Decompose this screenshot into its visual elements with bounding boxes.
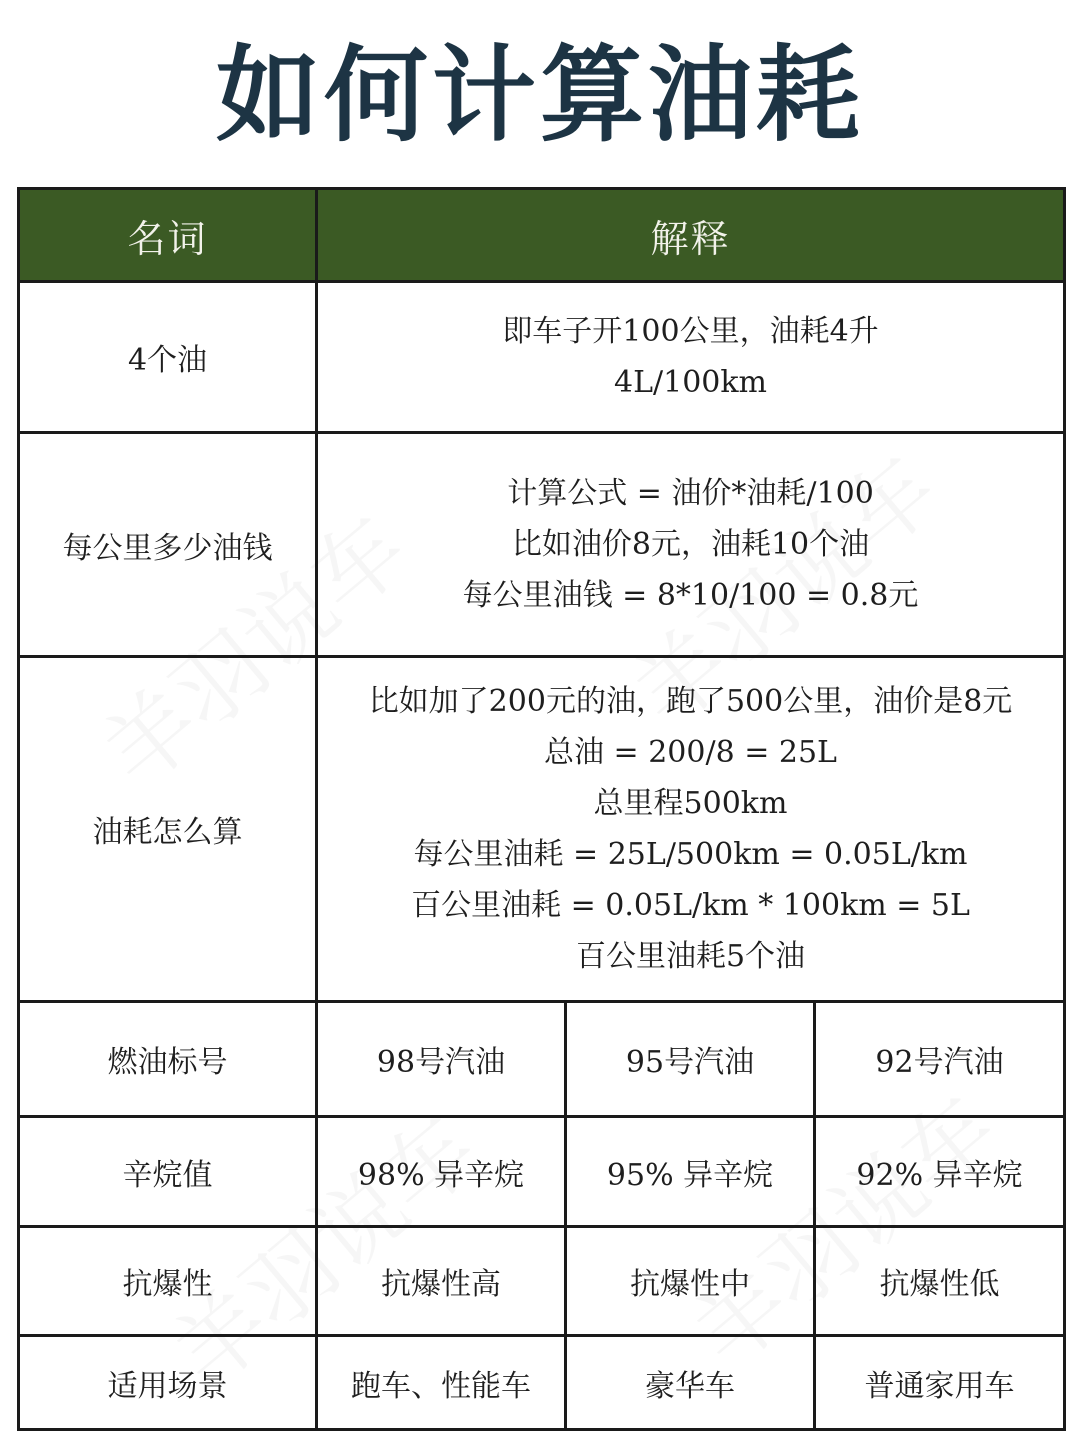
value-cell: 92号汽油 (815, 1002, 1065, 1117)
term-cell: 油耗怎么算 (19, 657, 317, 1002)
term-cell: 抗爆性 (19, 1227, 317, 1336)
term-cell: 4个油 (19, 282, 317, 433)
explanation-line: 比如加了200元的油，跑了500公里，油价是8元 (368, 684, 1013, 719)
table-row (19, 1002, 1065, 1117)
explanation-cell (317, 657, 1065, 1002)
value-cell: 抗爆性高 (317, 1227, 566, 1336)
explanation-line: 百公里油耗 = 0.05L/km * 100km = 5L (411, 888, 970, 923)
term-cell: 适用场景 (19, 1336, 317, 1430)
explanation-line: 总油 = 200/8 = 25L (544, 735, 837, 770)
value-cell: 95% 异辛烷 (566, 1117, 815, 1227)
value-cell: 跑车、性能车 (317, 1336, 566, 1430)
fuel-consumption-table (17, 187, 1066, 1431)
value-cell: 95号汽油 (566, 1002, 815, 1117)
term-cell: 每公里多少油钱 (19, 433, 317, 657)
table-row (19, 1117, 1065, 1227)
table-row (19, 1227, 1065, 1336)
explanation-line: 每公里油钱 = 8*10/100 = 0.8元 (462, 578, 919, 613)
table-header-row (19, 189, 1065, 282)
explanation-line: 总里程500km (593, 786, 788, 821)
value-cell: 98号汽油 (317, 1002, 566, 1117)
explanation-line: 百公里油耗5个油 (575, 939, 806, 974)
explanation-cell (317, 282, 1065, 433)
explanation-line: 即车子开100公里，油耗4升 (502, 314, 879, 349)
value-cell: 92% 异辛烷 (815, 1117, 1065, 1227)
value-cell: 98% 异辛烷 (317, 1117, 566, 1227)
page-title: 如何计算油耗 (215, 34, 864, 156)
table-row (19, 282, 1065, 433)
explanation-line: 4L/100km (613, 365, 767, 400)
term-cell: 辛烷值 (19, 1117, 317, 1227)
header-explanation: 解释 (317, 189, 1065, 282)
header-term: 名词 (19, 189, 317, 282)
explanation-line: 每公里油耗 = 25L/500km = 0.05L/km (413, 837, 968, 872)
table-row (19, 1336, 1065, 1430)
term-cell: 燃油标号 (19, 1002, 317, 1117)
table-row (19, 433, 1065, 657)
explanation-cell (317, 433, 1065, 657)
value-cell: 抗爆性低 (815, 1227, 1065, 1336)
explanation-line: 比如油价8元，油耗10个油 (511, 527, 870, 562)
value-cell: 抗爆性中 (566, 1227, 815, 1336)
explanation-line: 计算公式 = 油价*油耗/100 (507, 476, 874, 511)
value-cell: 普通家用车 (815, 1336, 1065, 1430)
value-cell: 豪华车 (566, 1336, 815, 1430)
table-row (19, 657, 1065, 1002)
